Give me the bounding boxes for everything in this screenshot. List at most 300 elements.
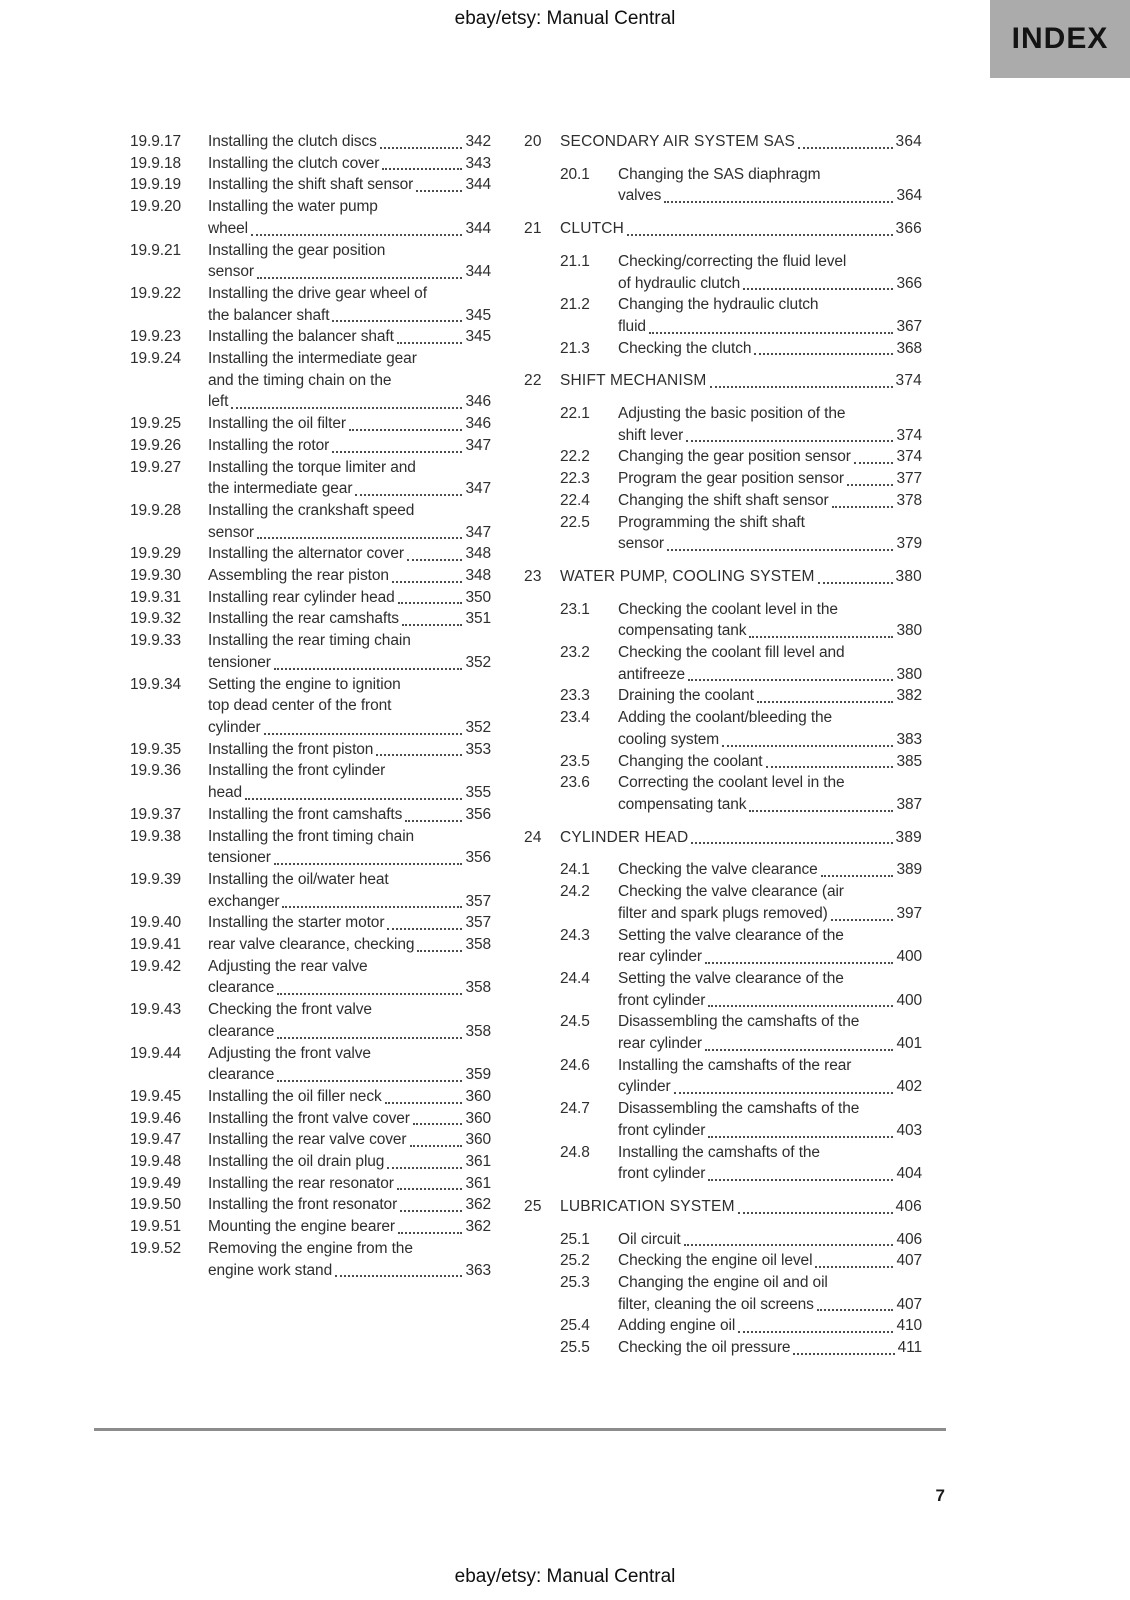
toc-entry-page: 367 bbox=[896, 317, 922, 335]
toc-subsection-number: 25.2 bbox=[560, 1252, 590, 1270]
toc-entry-title-line: Setting the valve clearance of the bbox=[618, 969, 844, 987]
toc-entry-page: 359 bbox=[465, 1066, 491, 1084]
toc-entry-number: 19.9.25 bbox=[130, 415, 182, 433]
toc-entry-number: 19.9.18 bbox=[130, 154, 182, 172]
dot-leader bbox=[818, 582, 893, 584]
toc-entry-last-line bbox=[208, 1021, 491, 1043]
toc-subsection-entry bbox=[560, 468, 922, 490]
toc-entry-title-line: Installing the starter motor bbox=[208, 914, 385, 932]
toc-entry-title-line: left bbox=[208, 393, 229, 411]
toc-entry-last-line bbox=[618, 1337, 922, 1359]
toc-entry-title-line: Mounting the engine bearer bbox=[208, 1218, 395, 1236]
toc-entry-page: 379 bbox=[896, 535, 922, 553]
toc-entry-page: 356 bbox=[465, 849, 491, 867]
dot-leader bbox=[251, 234, 462, 236]
toc-entry-title-line: tensioner bbox=[208, 849, 271, 867]
dot-leader bbox=[798, 147, 892, 149]
toc-entry-last-line bbox=[618, 729, 922, 751]
toc-entry-page: 401 bbox=[896, 1035, 922, 1053]
header-doc-title: ebay/etsy: Manual Central bbox=[454, 8, 676, 29]
toc-entry-page: 400 bbox=[896, 991, 922, 1009]
toc-entry-title-line: Disassembling the camshafts of the bbox=[618, 1013, 860, 1031]
toc-entry-last-line bbox=[618, 859, 922, 881]
toc-entry-page: 361 bbox=[465, 1174, 491, 1192]
toc-entry bbox=[130, 912, 491, 934]
toc-entry-number: 19.9.48 bbox=[130, 1153, 182, 1171]
dot-leader bbox=[257, 537, 463, 539]
toc-entry-last-line bbox=[208, 977, 491, 999]
dot-leader bbox=[664, 201, 893, 203]
toc-entry-last-line bbox=[208, 543, 491, 565]
toc-entry-title-line: antifreeze bbox=[618, 665, 686, 683]
toc-entry bbox=[130, 565, 491, 587]
toc-subsection-body bbox=[618, 490, 922, 512]
toc-entry-page: 363 bbox=[465, 1261, 491, 1279]
toc-section-heading-body bbox=[560, 1196, 922, 1218]
toc-entry-last-line bbox=[618, 533, 922, 555]
toc-subsection-body bbox=[618, 468, 922, 490]
toc-entry-last-line bbox=[618, 316, 922, 338]
toc-entry-last-line bbox=[618, 620, 922, 642]
toc-entry-number: 19.9.35 bbox=[130, 740, 182, 758]
toc-entry-body bbox=[208, 1108, 491, 1130]
dot-leader bbox=[688, 679, 893, 681]
toc-entry-number: 19.9.23 bbox=[130, 328, 182, 346]
toc-subsection-entry bbox=[560, 772, 922, 815]
toc-subsection-body bbox=[618, 751, 922, 773]
toc-entry-title-line: of hydraulic clutch bbox=[618, 274, 741, 292]
dot-leader bbox=[410, 1145, 463, 1147]
toc-entry-title-line: top dead center of the front bbox=[208, 697, 392, 715]
toc-entry-title-line: Installing the gear position bbox=[208, 241, 386, 259]
toc-section bbox=[524, 1196, 922, 1359]
toc-subsection-body bbox=[618, 642, 922, 685]
toc-section-title: SHIFT MECHANISM bbox=[560, 372, 707, 390]
toc-entry-last-line bbox=[208, 587, 491, 609]
toc-entry-page: 374 bbox=[896, 448, 922, 466]
toc-entry bbox=[130, 869, 491, 912]
dot-leader bbox=[402, 624, 462, 626]
toc-entry-title-line: Installing the camshafts of the bbox=[618, 1143, 820, 1161]
toc-entry-page: 377 bbox=[896, 470, 922, 488]
toc-section-heading-body bbox=[560, 370, 922, 392]
dot-leader bbox=[710, 386, 893, 388]
toc-entry bbox=[130, 1086, 491, 1108]
toc-subsection-entry bbox=[560, 490, 922, 512]
dot-leader bbox=[231, 407, 462, 409]
toc-subsection-list bbox=[560, 251, 922, 360]
toc-entry-title-line: Installing the rear timing chain bbox=[208, 632, 411, 650]
toc-entry-last-line bbox=[208, 608, 491, 630]
toc-entry-last-line bbox=[208, 1194, 491, 1216]
toc-subsection-number: 24.7 bbox=[560, 1100, 590, 1118]
toc-entry-last-line bbox=[618, 1033, 922, 1055]
toc-section-heading-line bbox=[560, 218, 922, 240]
toc-entry-title-line: filter and spark plugs removed) bbox=[618, 904, 828, 922]
toc-entry bbox=[130, 1173, 491, 1195]
toc-entry-number: 19.9.19 bbox=[130, 176, 182, 194]
toc-entry-title-line: Installing the clutch discs bbox=[208, 133, 377, 150]
dot-leader bbox=[277, 1080, 462, 1082]
toc-entry-page: 411 bbox=[897, 1339, 922, 1357]
toc-subsection-entry bbox=[560, 751, 922, 773]
toc-entry-body bbox=[208, 153, 491, 175]
toc-entry-title-line: exchanger bbox=[208, 892, 280, 910]
dot-leader bbox=[705, 962, 893, 964]
toc-entry bbox=[130, 435, 491, 457]
dot-leader bbox=[407, 559, 463, 561]
toc-entry-title-line: clearance bbox=[208, 1066, 275, 1084]
toc-entry-body bbox=[208, 739, 491, 761]
dot-leader bbox=[398, 1232, 462, 1234]
toc-entry bbox=[130, 674, 491, 739]
toc-entry-last-line bbox=[618, 946, 922, 968]
toc-entry-title-line: the balancer shaft bbox=[208, 306, 330, 324]
toc-entry-page: 407 bbox=[896, 1295, 922, 1313]
toc-entry-title-line: Installing the front resonator bbox=[208, 1196, 398, 1214]
toc-entry-number: 19.9.26 bbox=[130, 436, 182, 454]
toc-entry bbox=[130, 1043, 491, 1086]
toc-entry bbox=[130, 153, 491, 175]
toc-section-title: CYLINDER HEAD bbox=[560, 828, 689, 846]
toc-entry-number: 19.9.49 bbox=[130, 1174, 182, 1192]
toc-entry-title-line: Installing the alternator cover bbox=[208, 545, 404, 563]
toc-entry-page: 347 bbox=[465, 523, 491, 541]
toc-entry bbox=[130, 1194, 491, 1216]
toc-entry-number: 19.9.20 bbox=[130, 198, 182, 216]
toc-subsection-number: 24.5 bbox=[560, 1013, 590, 1031]
toc-section-page: 364 bbox=[895, 133, 922, 150]
toc-section bbox=[524, 370, 922, 555]
toc-entry-title-line: Installing the torque limiter and bbox=[208, 458, 416, 476]
toc-subsection-entry bbox=[560, 446, 922, 468]
toc-entry-title-line: Checking the valve clearance (air bbox=[618, 883, 844, 901]
toc-entry-number: 19.9.30 bbox=[130, 567, 182, 585]
dot-leader bbox=[397, 1188, 463, 1190]
toc-entry-number: 19.9.31 bbox=[130, 588, 182, 606]
toc-section bbox=[524, 218, 922, 359]
toc-subsection-body bbox=[618, 1098, 922, 1141]
toc-subsection-entry bbox=[560, 1315, 922, 1337]
toc-entry-last-line bbox=[208, 1108, 491, 1130]
toc-section-page: 389 bbox=[895, 828, 922, 846]
dot-leader bbox=[257, 277, 463, 279]
toc-entry-body bbox=[208, 174, 491, 196]
toc-entry-last-line bbox=[208, 174, 491, 196]
toc-entry-last-line bbox=[618, 273, 922, 295]
toc-entry-title-line: Removing the engine from the bbox=[208, 1239, 413, 1257]
toc-entry-body bbox=[208, 912, 491, 934]
toc-subsection-entry bbox=[560, 1098, 922, 1141]
toc-entry-last-line bbox=[618, 903, 922, 925]
toc-entry-last-line bbox=[618, 1120, 922, 1142]
toc-subsection-entry bbox=[560, 164, 922, 207]
toc-entry-last-line bbox=[618, 425, 922, 447]
toc-section-heading-line bbox=[560, 370, 922, 392]
toc-entry-page: 344 bbox=[465, 219, 491, 237]
toc-entry-title-line: the intermediate gear bbox=[208, 480, 353, 498]
toc-entry-number: 19.9.39 bbox=[130, 870, 182, 888]
toc-entry-title-line: Installing the camshafts of the rear bbox=[618, 1056, 852, 1074]
toc-entry-last-line bbox=[618, 664, 922, 686]
toc-entry-title-line: clearance bbox=[208, 979, 275, 997]
toc-entry-body bbox=[208, 457, 491, 500]
toc-entry-page: 380 bbox=[896, 622, 922, 640]
toc-subsection-entry bbox=[560, 1272, 922, 1315]
toc-entry-page: 348 bbox=[465, 545, 491, 563]
toc-entry-last-line bbox=[618, 1229, 922, 1251]
toc-entry-body bbox=[208, 196, 491, 239]
toc-entry-body bbox=[208, 934, 491, 956]
toc-entry-title-line: Changing the engine oil and oil bbox=[618, 1274, 828, 1292]
toc-section-heading-body bbox=[560, 566, 922, 588]
toc-subsection-list bbox=[560, 164, 922, 207]
toc-entry-number: 19.9.36 bbox=[130, 762, 182, 780]
toc-entry-page: 357 bbox=[465, 914, 491, 932]
toc-section-heading-body bbox=[560, 218, 922, 240]
toc-entry-title-line: Disassembling the camshafts of the bbox=[618, 1100, 860, 1118]
toc-entry bbox=[130, 413, 491, 435]
dot-leader bbox=[722, 745, 893, 747]
toc-entry-page: 410 bbox=[896, 1317, 922, 1335]
toc-entry-body bbox=[208, 326, 491, 348]
toc-entry-last-line bbox=[208, 391, 491, 413]
footer-divider bbox=[94, 1428, 946, 1431]
dot-leader bbox=[757, 701, 894, 703]
toc-subsection-entry bbox=[560, 707, 922, 750]
toc-entry-number: 19.9.52 bbox=[130, 1239, 182, 1257]
toc-entry-title-line: Installing the crankshaft speed bbox=[208, 501, 415, 519]
toc-entry-page: 403 bbox=[896, 1121, 922, 1139]
dot-leader bbox=[397, 342, 463, 344]
toc-subsection-body bbox=[618, 772, 922, 815]
dot-leader bbox=[282, 906, 462, 908]
toc-entry bbox=[130, 1129, 491, 1151]
toc-entry-title-line: Changing the coolant bbox=[618, 752, 763, 770]
toc-entry-page: 360 bbox=[465, 1087, 491, 1105]
toc-entry-title-line: sensor bbox=[208, 523, 254, 541]
toc-subsection-entry bbox=[560, 1011, 922, 1054]
toc-subsection-number: 24.1 bbox=[560, 861, 590, 879]
toc-entry-last-line bbox=[618, 1163, 922, 1185]
toc-section-heading bbox=[524, 218, 922, 240]
toc-entry-title-line: Program the gear position sensor bbox=[618, 470, 844, 488]
toc-subsection-number: 24.8 bbox=[560, 1143, 590, 1161]
toc-entry bbox=[130, 630, 491, 673]
dot-leader bbox=[817, 1309, 894, 1311]
toc-entry-page: 355 bbox=[465, 784, 491, 802]
toc-entry-title-line: Installing the oil/water heat bbox=[208, 870, 389, 888]
toc-subsection-number: 25.3 bbox=[560, 1274, 590, 1292]
dot-leader bbox=[754, 353, 893, 355]
dot-leader bbox=[815, 1266, 893, 1268]
toc-entry-title-line: Installing the oil filter bbox=[208, 415, 346, 433]
toc-entry-page: 383 bbox=[896, 730, 922, 748]
toc-entry-number: 19.9.43 bbox=[130, 1001, 182, 1019]
toc-subsection-body bbox=[618, 294, 922, 337]
toc-entry-title-line: Installing the oil drain plug bbox=[208, 1153, 385, 1171]
toc-entry-page: 358 bbox=[465, 979, 491, 997]
toc-entry-last-line bbox=[618, 185, 922, 207]
footer-doc-title: ebay/etsy: Manual Central bbox=[454, 1566, 676, 1587]
toc-subsection-number: 23.5 bbox=[560, 752, 590, 770]
toc-entry-title-line: sensor bbox=[208, 263, 254, 281]
toc-subsection-number: 24.2 bbox=[560, 883, 590, 901]
toc-entry-last-line bbox=[208, 1086, 491, 1108]
toc-entry-title-line: rear cylinder bbox=[618, 948, 702, 966]
toc-entry-body bbox=[208, 1129, 491, 1151]
toc-entry-number: 19.9.17 bbox=[130, 133, 182, 150]
page-number: 7 bbox=[935, 1486, 945, 1505]
dot-leader bbox=[413, 1123, 463, 1125]
toc-entry bbox=[130, 999, 491, 1042]
toc-entry-page: 348 bbox=[465, 567, 491, 585]
toc-entry-number: 19.9.33 bbox=[130, 632, 182, 650]
toc-section-heading-line bbox=[560, 566, 922, 588]
dot-leader bbox=[355, 494, 462, 496]
toc-subsection-body bbox=[618, 1055, 922, 1098]
toc-entry-title-line: Installing the balancer shaft bbox=[208, 328, 394, 346]
dot-leader bbox=[387, 928, 462, 930]
toc-entry-title-line: clearance bbox=[208, 1022, 275, 1040]
toc-entry-last-line bbox=[618, 1250, 922, 1272]
toc-section-heading bbox=[524, 131, 922, 153]
toc-entry-number: 19.9.29 bbox=[130, 545, 182, 563]
dot-leader bbox=[417, 950, 462, 952]
toc-section-page: 406 bbox=[895, 1197, 922, 1215]
dot-leader bbox=[705, 1049, 893, 1051]
toc-entry-body bbox=[208, 1086, 491, 1108]
toc-entry-body bbox=[208, 348, 491, 413]
toc-entry-page: 360 bbox=[465, 1131, 491, 1149]
toc-entry-page: 387 bbox=[896, 795, 922, 813]
toc-entry-page: 347 bbox=[465, 436, 491, 454]
toc-entry-title-line: Checking the oil pressure bbox=[618, 1339, 791, 1357]
toc-entry-number: 19.9.47 bbox=[130, 1131, 182, 1149]
toc-entry-page: 402 bbox=[896, 1078, 922, 1096]
toc-subsection-body bbox=[618, 859, 922, 881]
toc-entry-title-line: Checking the coolant level in the bbox=[618, 600, 838, 618]
toc-entry bbox=[130, 1238, 491, 1281]
toc-entry-title-line: Setting the valve clearance of the bbox=[618, 926, 844, 944]
toc-subsection-list bbox=[560, 1229, 922, 1359]
toc-entry-title-line: Correcting the coolant level in the bbox=[618, 774, 845, 792]
toc-entry-last-line bbox=[208, 1129, 491, 1151]
toc-subsection-body bbox=[618, 1337, 922, 1359]
toc-entry-body bbox=[208, 435, 491, 457]
dot-leader bbox=[708, 1005, 893, 1007]
toc-entry-last-line bbox=[208, 717, 491, 739]
toc-entry-page: 351 bbox=[465, 610, 491, 628]
toc-entry-last-line bbox=[618, 468, 922, 490]
toc-entry bbox=[130, 457, 491, 500]
toc-subsection-number: 23.3 bbox=[560, 687, 590, 705]
toc-entry-body bbox=[208, 565, 491, 587]
toc-subsection-entry bbox=[560, 338, 922, 360]
toc-entry-number: 19.9.44 bbox=[130, 1044, 182, 1062]
toc-entry-title-line: Installing the rear valve cover bbox=[208, 1131, 407, 1149]
toc-entry-last-line bbox=[208, 1173, 491, 1195]
toc-subsection-entry bbox=[560, 1337, 922, 1359]
toc-section-number: 22 bbox=[524, 372, 542, 390]
dot-leader bbox=[766, 766, 894, 768]
toc-entry-title-line: Installing the water pump bbox=[208, 198, 378, 216]
toc-entry-title-line: Installing rear cylinder head bbox=[208, 588, 395, 606]
toc-entry-title-line: wheel bbox=[208, 219, 248, 237]
dot-leader bbox=[854, 462, 894, 464]
toc-entry-title-line: cylinder bbox=[208, 718, 261, 736]
toc-section-number: 24 bbox=[524, 828, 542, 846]
toc-section-page: 366 bbox=[895, 220, 922, 238]
toc-section-title: CLUTCH bbox=[560, 220, 625, 238]
toc-entry-page: 404 bbox=[896, 1165, 922, 1183]
toc-entry-title-line: Assembling the rear piston bbox=[208, 567, 389, 585]
toc-subsection-body bbox=[618, 1142, 922, 1185]
toc-entry-title-line: Adjusting the basic position of the bbox=[618, 405, 846, 423]
toc-entry bbox=[130, 760, 491, 803]
toc-entry-page: 346 bbox=[465, 415, 491, 433]
toc-entry-body bbox=[208, 1173, 491, 1195]
toc-entry bbox=[130, 956, 491, 999]
toc-subsection-entry bbox=[560, 251, 922, 294]
toc-entry-page: 345 bbox=[465, 328, 491, 346]
toc-entry-title-line: Adjusting the front valve bbox=[208, 1044, 371, 1062]
toc-subsection-body bbox=[618, 164, 922, 207]
toc-entry-page: 382 bbox=[896, 687, 922, 705]
toc-subsection-body bbox=[618, 707, 922, 750]
toc-entry bbox=[130, 500, 491, 543]
toc-entry bbox=[130, 348, 491, 413]
toc-entry-title-line: Checking/correcting the fluid level bbox=[618, 252, 847, 270]
toc-entry-last-line bbox=[618, 446, 922, 468]
dot-leader bbox=[743, 288, 893, 290]
toc-subsection-body bbox=[618, 925, 922, 968]
dot-leader bbox=[627, 234, 892, 236]
toc-subsection-body bbox=[618, 968, 922, 1011]
toc-entry-body bbox=[208, 760, 491, 803]
toc-entry-body bbox=[208, 674, 491, 739]
toc-entry-title-line: rear cylinder bbox=[618, 1035, 702, 1053]
toc-column-left bbox=[130, 131, 491, 1281]
dot-leader bbox=[274, 863, 463, 865]
toc-entry bbox=[130, 543, 491, 565]
toc-section-title: LUBRICATION SYSTEM bbox=[560, 1197, 735, 1215]
toc-subsection-entry bbox=[560, 859, 922, 881]
toc-subsection-entry bbox=[560, 1142, 922, 1185]
toc-entry-title-line: Adjusting the rear valve bbox=[208, 957, 368, 975]
toc-subsection-number: 20.1 bbox=[560, 165, 590, 183]
toc-entry-last-line bbox=[618, 990, 922, 1012]
dot-leader bbox=[749, 810, 893, 812]
toc-entry-last-line bbox=[618, 490, 922, 512]
toc-subsection-entry bbox=[560, 685, 922, 707]
dot-leader bbox=[738, 1212, 893, 1214]
toc-entry-title-line: tensioner bbox=[208, 653, 271, 671]
toc-entry-body bbox=[208, 1238, 491, 1281]
toc-entry-last-line bbox=[208, 847, 491, 869]
toc-entry-last-line bbox=[618, 338, 922, 360]
toc-subsection-number: 24.6 bbox=[560, 1056, 590, 1074]
dot-leader bbox=[380, 147, 463, 149]
toc-section-heading-body bbox=[560, 131, 922, 153]
toc-subsection-number: 22.2 bbox=[560, 448, 590, 466]
toc-entry-number: 19.9.51 bbox=[130, 1218, 182, 1236]
toc-entry-last-line bbox=[208, 891, 491, 913]
toc-entry-title-line: Checking the engine oil level bbox=[618, 1252, 813, 1270]
dot-leader bbox=[382, 168, 462, 170]
dot-leader bbox=[376, 754, 462, 756]
dot-leader bbox=[708, 1136, 893, 1138]
